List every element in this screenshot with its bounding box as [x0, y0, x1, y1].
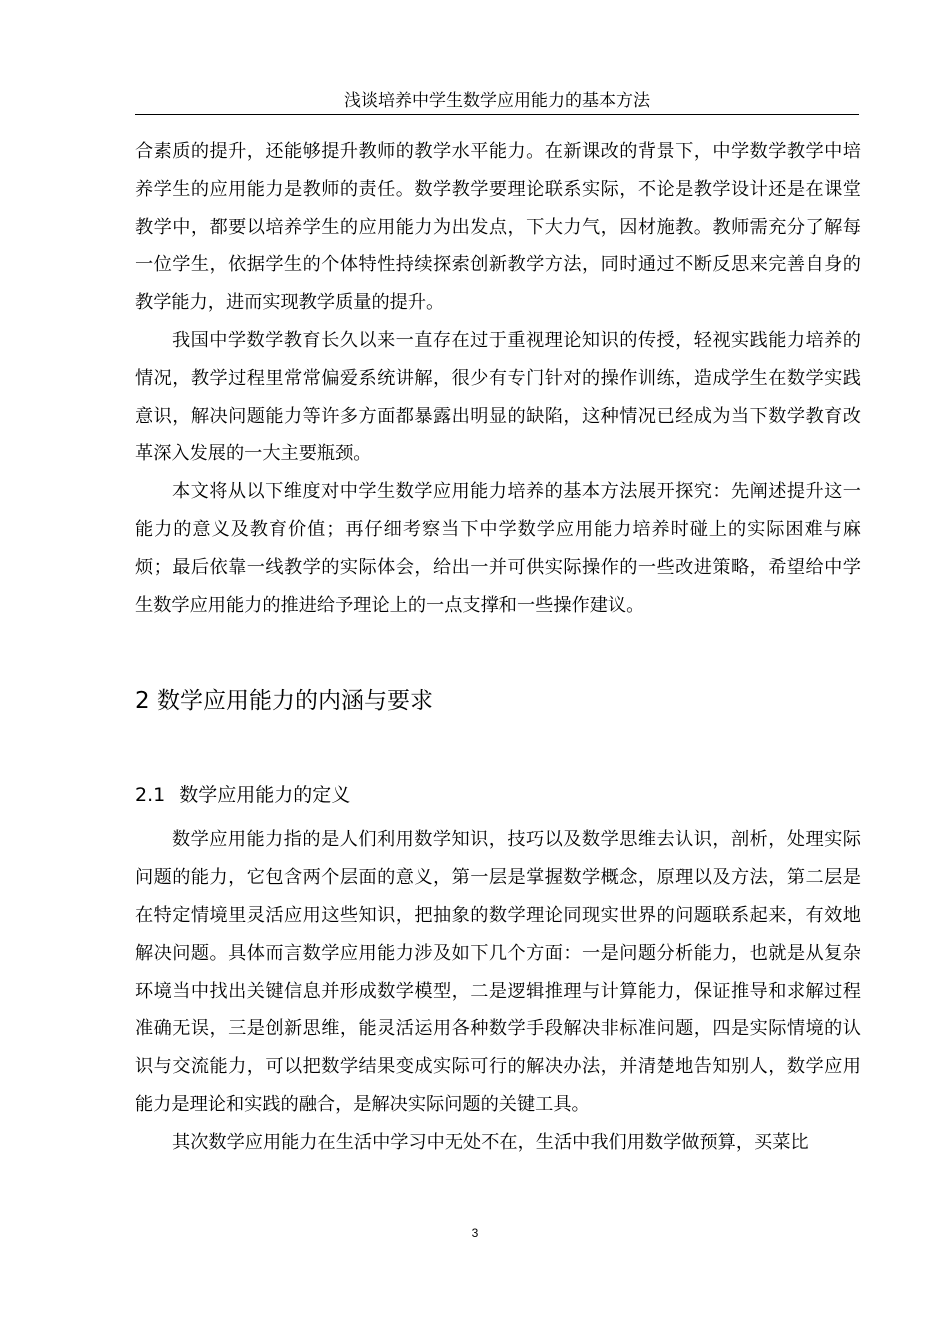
- paragraph: 数学应用能力指的是人们利用数学知识，技巧以及数学思维去认识，剖析，处理实际问题的能力，它包含两个层面的意义，第一层是掌握数学概念，原理以及方法，第二层是在特定情境里灵活应用这些知识，把抽象的数学理论同现实世界的问题联系起来，有效地解决问题。具体而言数学应用能力涉及如下几个方面：一是问题分析能力，也就是从复杂环境当中找出关键信息并形成数学模型，二是逻辑推理与计算能力，保证推导和求解过程准确无误，三是创新思维，能灵活运用各种数学手段解决非标准问题，四是实际情境的认识与交流能力，可以把数学结果变成实际可行的解决办法，并清楚地告知别人，数学应用能力是理论和实践的融合，是解决实际问题的关键工具。: [135, 829, 861, 1115]
- paragraph: 其次数学应用能力在生活中学习中无处不在，生活中我们用数学做预算，买菜比: [172, 1131, 809, 1153]
- subsection-heading: [135, 781, 861, 809]
- paragraph: 我国中学数学教育长久以来一直存在过于重视理论知识的传授，轻视实践能力培养的情况，教学过程里常常偏爱系统讲解，很少有专门针对的操作训练，造成学生在数学实践意识，解决问题能力等许多方面都暴露出明显的缺陷，这种情况已经成为当下数学教育改革深入发展的一大主要瓶颈。: [135, 329, 861, 465]
- running-header: 浅谈培养中学生数学应用能力的基本方法: [135, 88, 859, 115]
- subsection-number: 2.1: [135, 784, 166, 807]
- document-body: [135, 133, 861, 1162]
- paragraph-continuation: 合素质的提升，还能够提升教师的教学水平能力。在新课改的背景下，中学数学教学中培养学生的应用能力是教师的责任。数学教学要理论联系实际，不论是教学设计还是在课堂教学中，都要以培养学生的应用能力为出发点，下大力气，因材施教。教师需充分了解每一位学生，依据学生的个体特性持续探索创新教学方法，同时通过不断反思来完善自身的教学能力，进而实现教学质量的提升。: [135, 141, 861, 314]
- page-number: 3: [471, 1226, 479, 1240]
- paragraph: 本文将从以下维度对中学生数学应用能力培养的基本方法展开探究：先阐述提升这一能力的意义及教育价值；再仔细考察当下中学数学应用能力培养时碰上的实际困难与麻烦；最后依靠一线教学的实际体会，给出一并可供实际操作的一些改进策略，希望给中学生数学应用能力的推进给予理论上的一点支撑和一些操作建议。: [135, 481, 861, 616]
- subsection-title: 数学应用能力的定义: [179, 784, 351, 807]
- section-heading: 2 数学应用能力的内涵与要求: [135, 688, 433, 715]
